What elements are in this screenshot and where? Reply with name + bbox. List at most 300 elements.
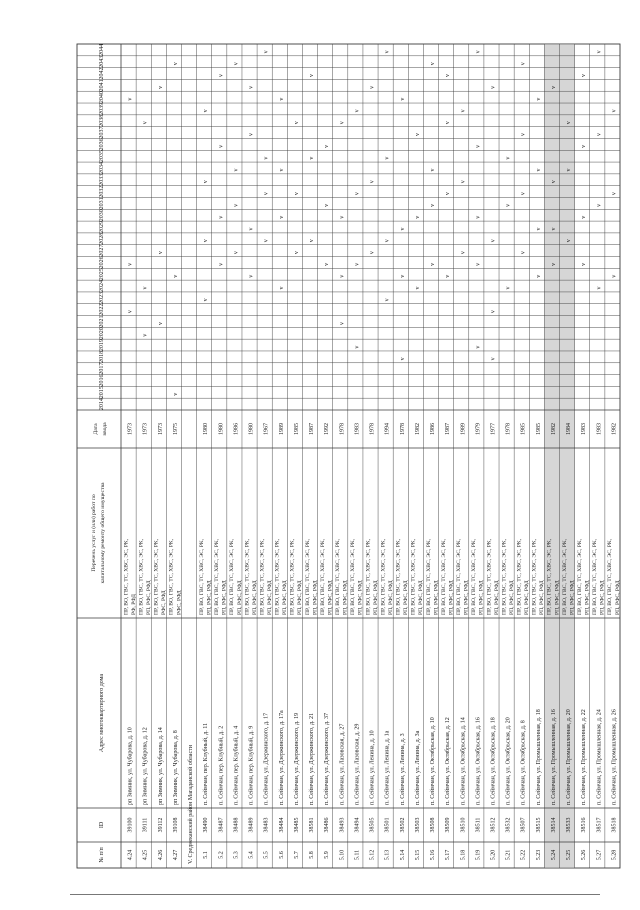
- cell-year: 1975: [172, 423, 179, 435]
- cell-address: п. Сеймчан, ул. Лазовская, д. 27: [339, 723, 346, 805]
- cell-num: 5.25: [566, 849, 573, 861]
- cell-services-cont: РП, РФС, РФД: [478, 580, 485, 615]
- check-mark: v: [505, 286, 512, 290]
- cell-services-cont: РП, РФС, РФД: [282, 580, 289, 615]
- cell-id: 39112: [157, 817, 164, 833]
- check-mark: v: [248, 133, 255, 137]
- check-mark: v: [218, 74, 225, 78]
- cell-services-cont: РП, РФС, РФД: [524, 580, 531, 615]
- cell-num: 5.18: [460, 849, 467, 861]
- check-mark: v: [354, 262, 361, 266]
- check-mark: v: [596, 133, 603, 137]
- cell-address: п. Сеймчан, ул. Ленина, д. 1а: [384, 730, 391, 805]
- check-mark: v: [505, 203, 512, 207]
- check-mark: v: [505, 156, 512, 160]
- header-year-2040: 2040: [99, 91, 105, 104]
- check-mark: v: [384, 156, 391, 160]
- cell-services-cont: РП, РФС, РФД: [221, 580, 228, 615]
- cell-services-cont: РП, РФС, РФД: [357, 580, 364, 615]
- cell-id: 38509: [445, 817, 452, 833]
- cell-address: п. Сеймчан, ул. Октябрьская, д. 16: [475, 717, 482, 805]
- check-mark: v: [445, 274, 452, 278]
- check-mark: v: [399, 274, 406, 278]
- header-year-2025: 2025: [99, 268, 105, 281]
- check-mark: v: [203, 180, 210, 184]
- cell-num: 4.27: [172, 849, 179, 861]
- cell-num: 5.10: [339, 849, 346, 861]
- cell-services-cont: РП, РФС, РФД: [508, 580, 515, 615]
- cell-num: 5.15: [414, 849, 421, 861]
- header-year-2016: 2016: [99, 374, 105, 387]
- cell-id: 38485: [293, 817, 300, 833]
- cell-year: 1978: [369, 423, 376, 435]
- check-mark: v: [535, 168, 542, 172]
- check-mark: v: [596, 286, 603, 290]
- check-mark: v: [566, 168, 573, 172]
- header-year-2039: 2039: [99, 102, 105, 115]
- cell-id: 38517: [596, 817, 603, 833]
- header-year-2026: 2026: [99, 256, 105, 269]
- cell-year: 1987: [445, 423, 452, 435]
- cell-services: ПР, ВО, ГВС, ТС, ХВС, ЭС, РК,: [546, 538, 553, 615]
- header-year-2037: 2037: [99, 126, 105, 139]
- header-year-2017: 2017: [99, 362, 105, 375]
- check-mark: v: [611, 109, 618, 113]
- cell-address: рп Зимник, ул. Чубарова, д. 14: [157, 727, 164, 805]
- cell-address: п. Сеймчан, ул. Дзержинского, д. 21: [309, 712, 316, 805]
- cell-num: 5.11: [354, 849, 361, 861]
- check-mark: v: [142, 286, 149, 290]
- cell-address: п. Сеймчан, ул. Октябрьская, д. 14: [460, 717, 467, 805]
- cell-id: 38533: [566, 817, 573, 833]
- check-mark: v: [430, 262, 437, 266]
- check-mark: v: [263, 192, 270, 196]
- cell-services-cont: РП, РФС, РФД: [539, 580, 546, 615]
- header-year-2038: 2038: [99, 114, 105, 127]
- cell-num: 5.24: [550, 849, 557, 861]
- cell-services-cont: РП, РФС, РФД: [267, 580, 274, 615]
- cell-year: 1982: [611, 423, 618, 435]
- check-mark: v: [414, 215, 421, 219]
- check-mark: v: [581, 144, 588, 148]
- check-mark: v: [339, 121, 346, 125]
- cell-num: 5.3: [233, 851, 240, 859]
- check-mark: v: [490, 310, 497, 314]
- check-mark: v: [278, 168, 285, 172]
- cell-year: 1983: [596, 423, 603, 435]
- check-mark: v: [399, 357, 406, 361]
- cell-year: 1987: [309, 423, 316, 435]
- cell-num: 4.24: [127, 849, 134, 861]
- header-year-2020: 2020: [99, 327, 105, 340]
- check-mark: v: [339, 321, 346, 325]
- cell-id: 38514: [550, 817, 557, 833]
- check-mark: v: [309, 239, 316, 243]
- cell-services: ПР, ВО, ГВС, ТС, ХВС, ЭС, РК,: [350, 538, 357, 615]
- check-mark: v: [384, 50, 391, 54]
- cell-id: 38486: [324, 817, 331, 833]
- check-mark: v: [445, 121, 452, 125]
- cell-id: 38490: [203, 817, 210, 833]
- check-mark: v: [233, 251, 240, 255]
- check-mark: v: [460, 180, 467, 184]
- cell-num: 5.4: [248, 851, 255, 859]
- cell-services: ПР, ВО, ГВС, ТС, ХВС, ЭС, РК,: [592, 538, 599, 615]
- cell-services-cont: РП, РФС, РФД: [403, 580, 410, 615]
- cell-id: 38512: [490, 817, 497, 833]
- cell-address: рп Зимник, ул. Чубарова, д. 8: [172, 730, 179, 805]
- check-mark: v: [384, 298, 391, 302]
- header-year-2032: 2032: [99, 185, 105, 198]
- check-mark: v: [581, 74, 588, 78]
- check-mark: v: [566, 239, 573, 243]
- cell-services: ПР, ВО, ГВС, ТС, ХВС, ЭС, РК,: [395, 538, 402, 615]
- cell-services: ПР, ВО, ГВС, ТС, ХВС, ЭС, РК,: [153, 538, 160, 615]
- header-year-2024: 2024: [99, 280, 105, 293]
- check-mark: v: [309, 74, 316, 78]
- check-mark: v: [278, 215, 285, 219]
- header-year-2021: 2021: [99, 315, 105, 328]
- check-mark: v: [475, 215, 482, 219]
- cell-num: 5.7: [293, 851, 300, 859]
- check-mark: v: [263, 50, 270, 54]
- check-mark: v: [430, 203, 437, 207]
- header-year-2014: 2014: [99, 398, 105, 411]
- header-id: ID: [99, 821, 105, 829]
- check-mark: v: [127, 262, 134, 266]
- check-mark: v: [354, 192, 361, 196]
- check-mark: v: [475, 262, 482, 266]
- cell-num: 4.25: [142, 849, 149, 861]
- cell-year: 1986: [430, 423, 437, 435]
- cell-address: п. Сеймчан, ул. Дзержинского, д. 19: [293, 712, 300, 805]
- cell-services: ПР, ВО, ГВС, ТС, ХВС, ЭС, РК,: [244, 538, 251, 615]
- cell-address: п. Сеймчан, ул. Промышленная, д. 20: [566, 709, 573, 805]
- cell-num: 5.9: [324, 851, 331, 859]
- cell-services-cont: РП, РФС, РФД: [387, 580, 394, 615]
- cell-id: 38483: [263, 817, 270, 833]
- cell-num: 5.12: [369, 849, 376, 861]
- check-mark: v: [611, 192, 618, 196]
- check-mark: v: [203, 109, 210, 113]
- section-row: V. Среднеканский район Магаданской области: [188, 745, 195, 864]
- check-mark: v: [384, 239, 391, 243]
- cell-services: ПР, ВО, ГВС, ТС, ХВС, ЭС, РК,: [319, 538, 326, 615]
- check-mark: v: [520, 133, 527, 137]
- header-year-2031: 2031: [99, 197, 105, 210]
- check-mark: v: [581, 215, 588, 219]
- check-mark: v: [369, 251, 376, 255]
- cell-address: п. Сеймчан, пер. Клубный, д. 4: [233, 725, 240, 805]
- check-mark: v: [596, 203, 603, 207]
- check-mark: v: [581, 262, 588, 266]
- cell-address: п. Сеймчан, ул. Октябрьская, д. 20: [505, 717, 512, 805]
- cell-address: п. Сеймчан, ул. Октябрьская, д. 8: [520, 720, 527, 805]
- cell-services: ПР, ВО, ГВС, ТС, ХВС, ЭС, РК,: [168, 538, 175, 615]
- check-mark: v: [293, 192, 300, 196]
- header-year-2035: 2035: [99, 150, 105, 163]
- cell-address: п. Сеймчан, ул. Промышленная, д. 24: [596, 709, 603, 805]
- check-mark: v: [248, 85, 255, 89]
- cell-id: 38581: [309, 817, 316, 833]
- cell-address: п. Сеймчан, пер. Клубный, д. 9: [248, 725, 255, 805]
- cell-services-cont: РП, РФС, РФД: [448, 580, 455, 615]
- cell-address: п. Сеймчан, ул. Ленина, д. 3: [399, 733, 406, 805]
- check-mark: v: [203, 239, 210, 243]
- header-year-2044: 2044: [99, 43, 105, 56]
- cell-year: 1992: [324, 423, 331, 435]
- cell-services: ПР, ВО, ГВС, ТС, ХВС, ЭС, РК,: [289, 538, 296, 615]
- cell-year: 1979: [475, 423, 482, 435]
- check-mark: v: [535, 97, 542, 101]
- check-mark: v: [127, 310, 134, 314]
- check-mark: v: [248, 227, 255, 231]
- check-mark: v: [248, 274, 255, 278]
- cell-services: ПР, ВО, ГВС, ТС, ХВС, ЭС, РК,: [335, 538, 342, 615]
- header-num: № п/п: [99, 847, 105, 863]
- check-mark: v: [520, 192, 527, 196]
- header-year-2028: 2028: [99, 232, 105, 245]
- cell-services-cont: РП, РФС, РФД: [584, 580, 591, 615]
- cell-address: п. Сеймчан, пер. Клубный, д. 2: [218, 725, 225, 805]
- cell-services-cont: РП, РФС, РФД: [554, 580, 561, 615]
- cell-year: 1978: [399, 423, 406, 435]
- cell-num: 5.22: [520, 849, 527, 861]
- header-address: Адрес многоквартирного дома: [99, 673, 105, 753]
- cell-num: 5.17: [445, 849, 452, 861]
- cell-num: 5.5: [263, 851, 270, 859]
- cell-year: 1980: [248, 423, 255, 435]
- cell-year: 1986: [233, 423, 240, 435]
- cell-services-cont: РП, РФС, РФД: [493, 580, 500, 615]
- cell-num: 5.21: [505, 849, 512, 861]
- cell-year: 1984: [566, 423, 573, 435]
- cell-address: п. Сеймчан, ул. Октябрьская, д. 12: [445, 717, 452, 805]
- cell-services-cont: РП, РФС, РФД: [418, 580, 425, 615]
- check-mark: v: [611, 274, 618, 278]
- check-mark: v: [172, 392, 179, 396]
- check-mark: v: [399, 227, 406, 231]
- cell-services-cont: РП, РФС, РФД: [433, 580, 440, 615]
- check-mark: v: [475, 345, 482, 349]
- check-mark: v: [535, 274, 542, 278]
- header-year-2027: 2027: [99, 244, 105, 257]
- cell-num: 4.26: [157, 849, 164, 861]
- header-year-2023: 2023: [99, 291, 105, 304]
- check-mark: v: [414, 133, 421, 137]
- check-mark: v: [490, 85, 497, 89]
- cell-id: 39108: [172, 817, 179, 833]
- cell-year: 1973: [127, 423, 134, 435]
- cell-year: 1989: [278, 423, 285, 435]
- cell-services: ПР, ВО, ГВС, ТС, ХВС, ЭС, РК,: [607, 538, 614, 615]
- cell-num: 5.2: [218, 851, 225, 859]
- cell-num: 5.26: [581, 849, 588, 861]
- check-mark: v: [354, 345, 361, 349]
- check-mark: v: [550, 85, 557, 89]
- cell-services: ПР, ВО, ГВС, ТС, ХВС, ЭС, РК,: [501, 538, 508, 615]
- cell-services: ПР, ВО, ГВС, ТС, ХВС, ЭС, РК,: [516, 538, 523, 615]
- cell-num: 5.27: [596, 849, 603, 861]
- cell-num: 5.23: [535, 849, 542, 861]
- cell-id: 38516: [581, 817, 588, 833]
- check-mark: v: [490, 239, 497, 243]
- cell-id: 38532: [505, 817, 512, 833]
- check-mark: v: [278, 97, 285, 101]
- check-mark: v: [550, 180, 557, 184]
- cell-address: п. Сеймчан, ул. Промышленная, д. 26: [611, 709, 618, 805]
- check-mark: v: [293, 121, 300, 125]
- cell-year: 1983: [581, 423, 588, 435]
- check-mark: v: [233, 203, 240, 207]
- check-mark: v: [218, 215, 225, 219]
- cell-services-cont: РП, РФС, РФД: [599, 580, 606, 615]
- cell-services: ПР, ВО, ГВС, ТС, ХВС, ЭС, РК,: [198, 538, 205, 615]
- cell-id: 38515: [535, 817, 542, 833]
- page-bottom-rule: [70, 894, 600, 895]
- cell-services-cont: РФ, РФД: [130, 594, 137, 615]
- cell-services-cont: РП, РФС, РФД: [312, 580, 319, 615]
- check-mark: v: [490, 357, 497, 361]
- header-year-2015: 2015: [99, 386, 105, 399]
- cell-services-cont: РП, РФС, РФД: [614, 580, 621, 615]
- cell-id: 38507: [520, 817, 527, 833]
- check-mark: v: [550, 227, 557, 231]
- cell-num: 5.6: [278, 851, 285, 859]
- cell-services: ПР, ВО, ГВС, ТС, ХВС, ЭС, РК,: [304, 538, 311, 615]
- cell-year: 1967: [263, 423, 270, 435]
- cell-year: 1983: [354, 423, 361, 435]
- check-mark: v: [550, 262, 557, 266]
- cell-services: ПР, ВО, ГВС, ТС, ХВС, ЭС, РК,: [123, 538, 130, 615]
- cell-num: 5.16: [430, 849, 437, 861]
- cell-services: ПР, ВО, ГВС, ТС, ХВС, ЭС, РК,: [410, 538, 417, 615]
- check-mark: v: [263, 239, 270, 243]
- cell-id: 38503: [414, 817, 421, 833]
- cell-services: ПР, ВО, ГВС, ТС, ХВС, ЭС, РК,: [274, 538, 281, 615]
- check-mark: v: [172, 274, 179, 278]
- cell-year: 1994: [384, 423, 391, 435]
- header-year-2029: 2029: [99, 221, 105, 233]
- cell-num: 5.20: [490, 849, 497, 861]
- check-mark: v: [157, 85, 164, 89]
- check-mark: v: [339, 274, 346, 278]
- cell-services: ПР, ВО, ГВС, ТС, ХВС, ЭС, РК,: [576, 538, 583, 615]
- cell-id: 38501: [384, 817, 391, 833]
- cell-year: 1977: [490, 423, 497, 435]
- check-mark: v: [399, 97, 406, 101]
- cell-services: ПР, ВО, ГВС, ТС, ХВС, ЭС, РК,: [229, 538, 236, 615]
- check-mark: v: [309, 156, 316, 160]
- check-mark: v: [414, 286, 421, 290]
- cell-services-cont: РП, РФС, РФД: [372, 580, 379, 615]
- cell-year: 1985: [293, 423, 300, 435]
- cell-address: п. Сеймчан, ул. Дзержинского, д. 17а: [278, 710, 285, 805]
- cell-id: 38494: [354, 817, 361, 833]
- header-year: [93, 422, 108, 436]
- check-mark: v: [475, 144, 482, 148]
- header-year-2041: 2041: [99, 79, 105, 92]
- check-mark: v: [566, 121, 573, 125]
- cell-services-cont: РП, РФС, РФД: [251, 580, 258, 615]
- cell-services: ПР, ВО, ГВС, ТС, ХВС, ЭС, РК,: [531, 538, 538, 615]
- cell-year: 1980: [203, 423, 210, 435]
- check-mark: v: [127, 97, 134, 101]
- cell-year: 1982: [414, 423, 421, 435]
- cell-id: 38487: [218, 817, 225, 833]
- cell-services: ПР, ВО, ГВС, ТС, ХВС, ЭС, РК,: [425, 538, 432, 615]
- header-year-2022: 2022: [99, 303, 105, 316]
- cell-year: 1978: [339, 423, 346, 435]
- check-mark: v: [172, 62, 179, 66]
- cell-num: 5.28: [611, 849, 618, 861]
- check-mark: v: [445, 74, 452, 78]
- header-year-2030: 2030: [99, 209, 105, 222]
- cell-address: рп Зимник, ул. Чубарова, д. 10: [127, 727, 134, 805]
- check-mark: v: [218, 144, 225, 148]
- header-services-line: капитальному ремонту общего имущества: [100, 482, 106, 584]
- cell-num: 5.19: [475, 849, 482, 861]
- check-mark: v: [324, 262, 331, 266]
- header-year-2034: 2034: [99, 161, 105, 174]
- check-mark: v: [339, 215, 346, 219]
- cell-services: ПР, ВО, ГВС, ТС, ХВС, ЭС, РК,: [259, 538, 266, 615]
- header-year-2043: 2043: [99, 55, 105, 68]
- check-mark: v: [460, 109, 467, 113]
- check-mark: v: [430, 62, 437, 66]
- cell-services-cont: РП, РФС, РФД: [463, 580, 470, 615]
- check-mark: v: [324, 144, 331, 148]
- cell-year: 1985: [535, 423, 542, 435]
- cell-id: 39100: [127, 817, 134, 833]
- cell-year: 1989: [460, 423, 467, 435]
- cell-year: 1973: [157, 423, 164, 435]
- cell-services-cont: РФС, РФД: [176, 590, 183, 615]
- cell-services-cont: РП, РФС, РФД: [569, 580, 576, 615]
- header-services-line: Перечень услуг и (или) работ по: [91, 494, 97, 572]
- cell-id: 38493: [339, 817, 346, 833]
- check-mark: v: [520, 62, 527, 66]
- cell-services-cont: РП, РФС, РФД: [297, 580, 304, 615]
- header-year-2019: 2019: [99, 339, 105, 352]
- check-mark: v: [354, 109, 361, 113]
- cell-address: п. Сеймчан, ул. Дзержинского, д. 17: [263, 712, 270, 805]
- check-mark: v: [203, 298, 210, 302]
- check-mark: v: [278, 286, 285, 290]
- cell-services: ПР, ВО, ГВС, ТС, ХВС, ЭС, РК,: [214, 538, 221, 615]
- header-year-2018: 2018: [99, 350, 105, 363]
- check-mark: v: [596, 50, 603, 54]
- cell-services-cont: РП, РФС, РФД: [342, 580, 349, 615]
- check-mark: v: [460, 251, 467, 255]
- check-mark: v: [157, 321, 164, 325]
- header-year-line: Дата: [93, 423, 99, 435]
- cell-num: 5.14: [399, 849, 406, 861]
- cell-address: п. Сеймчан, ул. Октябрьская, д. 10: [430, 717, 437, 805]
- header-services: [90, 482, 106, 584]
- cell-id: 38489: [248, 817, 255, 833]
- cell-id: 38502: [399, 817, 406, 833]
- cell-year: 1985: [520, 423, 527, 435]
- cell-services: ПР, ВО, ГВС, ТС, ХВС, ЭС, РК,: [456, 538, 463, 615]
- check-mark: v: [430, 168, 437, 172]
- cell-address: п. Сеймчан, пер. Клубный, д. 11: [203, 723, 210, 805]
- cell-id: 38508: [430, 817, 437, 833]
- cell-year: 1982: [550, 423, 557, 435]
- cell-services: ПР, ВО, ГВС, ТС, ХВС, ЭС, РК,: [380, 538, 387, 615]
- cell-id: 38511: [475, 817, 482, 833]
- cell-services: ПР, ВО, ГВС, ТС, ХВС, ЭС, РК,: [440, 538, 447, 615]
